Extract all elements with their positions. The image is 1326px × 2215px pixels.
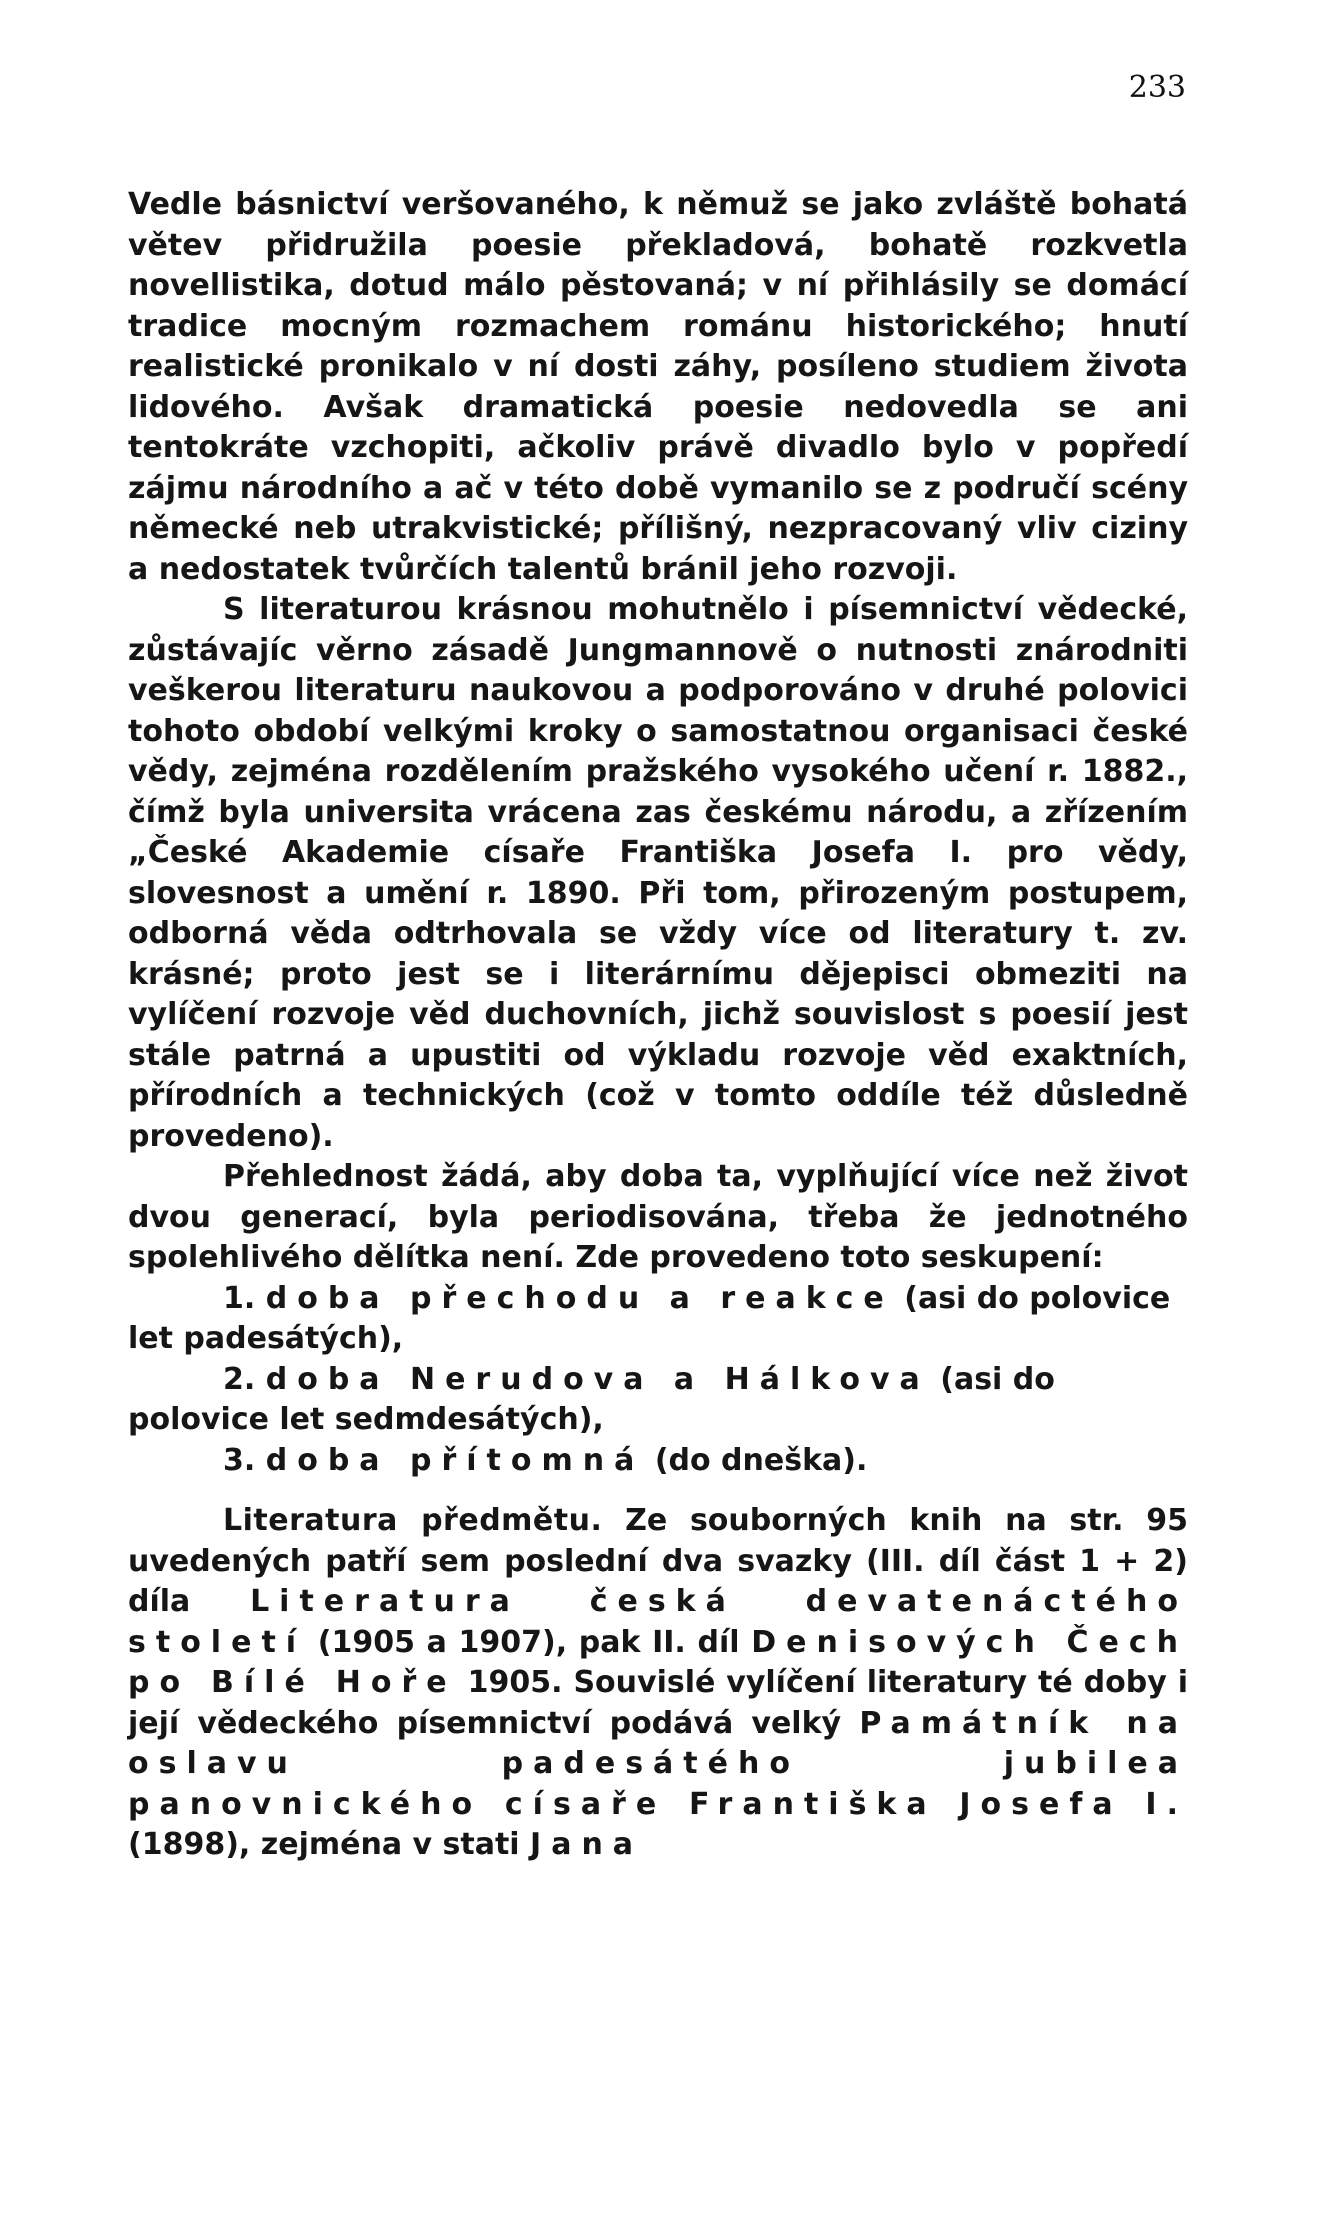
- literature-title-2: Denisových Čech po Bílé Hoře: [128, 1624, 1188, 1700]
- literature-heading: Literatura předmětu.: [223, 1503, 603, 1538]
- literature-text-2: (1905 a 1907), pak II. díl: [317, 1624, 740, 1660]
- literature-title-4: Jana: [530, 1827, 644, 1862]
- period-note: (asi do polovice let sedmdesátých),: [128, 1361, 1055, 1437]
- period-item-2: [128, 1360, 1188, 1441]
- paragraph-poetry-prose-drama: Vedle básnictví veršovaného, k němuž se jako zvláště bohatá větev přidružila poesie překladová, bohatě rozkvetla novellistika, dotud málo pěstovaná; v ní přihlásily se domácí tradice mocným rozmachem románu historického; hnutí realistické pronikalo v ní dosti záhy, posíleno studiem života lidového. Avšak dramatická poesie nedovedla se ani tentokráte vzchopiti, ačkoliv právě divadlo bylo v popředí zájmu národního a ač v této době vymanilo se z područí scény německé neb utrakvistické; přílišný, nezpracovaný vliv ciziny a nedostatek tvůrčích talentů bránil jeho rozvoji.: [128, 187, 1188, 587]
- literature-text-1: Ze souborných knih na str. 95 uvedených patří sem poslední dva svazky (III. díl část 1 + 2) díla: [128, 1503, 1188, 1619]
- page-number: 233: [1128, 70, 1186, 105]
- body-text: [128, 185, 1188, 1866]
- period-item-3: [128, 1441, 1188, 1482]
- paragraph-periodization: Přehlednost žádá, aby doba ta, vyplňující více než život dvou generací, byla periodisována, třeba že jednotného spolehlivého dělítka není. Zde provedeno toto seskupení:: [128, 1159, 1188, 1275]
- period-note: (do dneška).: [654, 1442, 868, 1478]
- period-number: 2.: [223, 1361, 256, 1397]
- literature-text-4: (1898), zejména v stati: [128, 1827, 520, 1862]
- period-name: doba Nerudova a Hálkova: [265, 1361, 930, 1397]
- paragraph-scholarly-literature: S literaturou krásnou mohutnělo i písemnictví vědecké, zůstávajíc věrno zásadě Jungmannově o nutnosti znárodniti veškerou literaturu naukovou a podporováno v druhé polovici tohoto období velkými kroky o samostatnou organisaci české vědy, zejména rozdělením pražského vysokého učení r. 1882., čímž byla universita vrácena zas českému národu, a zřízením „České Akademie císaře Františka Josefa I. pro vědy, slovesnost a umění r. 1890. Při tom, přirozeným postupem, odborná věda odtrhovala se vždy více od literatury t. zv. krásné; proto jest se i literárnímu dějepisci obmeziti na vylíčení rozvoje věd duchovních, jichž souvislost s poesií jest stále patrná a upustiti od výkladu rozvoje věd exaktních, přírodních a technických (což v tomto oddíle též důsledně provedeno).: [128, 592, 1188, 1154]
- period-note: (asi do polovice let padesátých),: [128, 1280, 1171, 1356]
- period-name: doba přítomná: [265, 1442, 645, 1478]
- literature-section: [128, 1501, 1188, 1866]
- period-name: doba přechodu a reakce: [265, 1280, 894, 1316]
- period-number: 3.: [223, 1442, 256, 1478]
- period-number: 1.: [223, 1280, 256, 1316]
- literature-text-3: 1905. Souvislé vylíčení literatury té doby i její vědeckého písemnictví podává velký: [128, 1665, 1188, 1741]
- literature-title-1: Literatura česká devatenáctého století: [128, 1584, 1188, 1660]
- period-item-1: [128, 1279, 1188, 1360]
- literature-title-3: Památník na oslavu padesátého jubilea panovnického císaře Františka Josefa I.: [128, 1705, 1188, 1822]
